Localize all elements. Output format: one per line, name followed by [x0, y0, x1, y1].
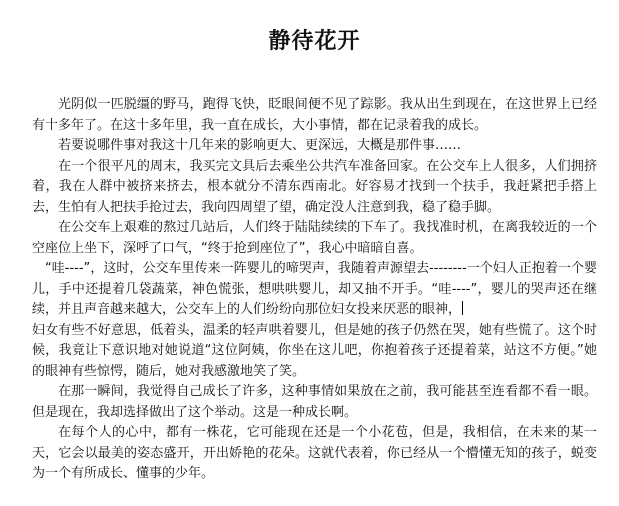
essay-body[interactable] [32, 95, 597, 485]
paragraph-1: 光阴似一匹脱缰的野马，跑得飞快，眨眼间便不见了踪影。我从出生到现在，在这世界上已经有十多年了。在这十多年里，我一直在成长，大小事情，都在记录着我的成长。 [32, 97, 597, 133]
paragraph-7: 在那一瞬间，我觉得自己成长了许多，这种事情如果放在之前，我可能甚至连看都不看一眼。但是现在，我却选择做出了这个举动。这是一种成长啊。 [32, 384, 597, 420]
paragraph-4: 在公交车上艰难的熬过几站后，人们终于陆陆续续的下车了。我找准时机，在离我较近的一个空座位上坐下，深呼了口气，“终于抢到座位了”，我心中暗暗自喜。 [32, 220, 597, 256]
text-cursor [462, 301, 463, 315]
paragraph-6: 妇女有些不好意思，低着头，温柔的轻声哄着婴儿，但是她的孩子仍然在哭，她有些慌了。这个时候，我竟让下意识地对她说道“这位阿姨，你坐在这儿吧，你抱着孩子还提着菜，站这不方便。”她的眼神有些惊愕，随后，她对我感激地笑了笑。 [32, 322, 597, 379]
paragraph-3: 在一个很平凡的周末，我买完文具后去乘坐公共汽车准备回家。在公交车上人很多，人们拥挤着，我在人群中被挤来挤去，根本就分不清东西南北。好容易才找到一个扶手，我赶紧把手搭上去，生怕有人把扶手抢过去，我向四周望了望，确定没人注意到我，稳了稳手脚。 [32, 158, 597, 215]
paragraph-5-text: “哇----”，这时，公交车里传来一阵婴儿的啼哭声，我随着声源望去--------一个妇人正抱着一个婴儿，手中还提着几袋蔬菜，神色慌张，想哄哄婴儿，却又抽不开手。“哇----”，婴儿的哭声还在继续，并且声音越来越大，公交车上的人们纷纷向那位妇女投来厌恶的眼神， [32, 261, 597, 317]
paragraph-5 [32, 259, 597, 321]
paragraph-8: 在每个人的心中，都有一株花，它可能现在还是一个小花苞，但是，我相信，在未来的某一天，它会以最美的姿态盛开，开出娇艳的花朵。这就代表着，你已经从一个懵懂无知的孩子，蜕变为一个有所成长、懂事的少年。 [32, 425, 597, 481]
essay-title: 静待花开 [268, 28, 361, 54]
paragraph-2: 若要说哪件事对我这十几年来的影响更大、更深远，大概是那件事…… [58, 138, 462, 153]
